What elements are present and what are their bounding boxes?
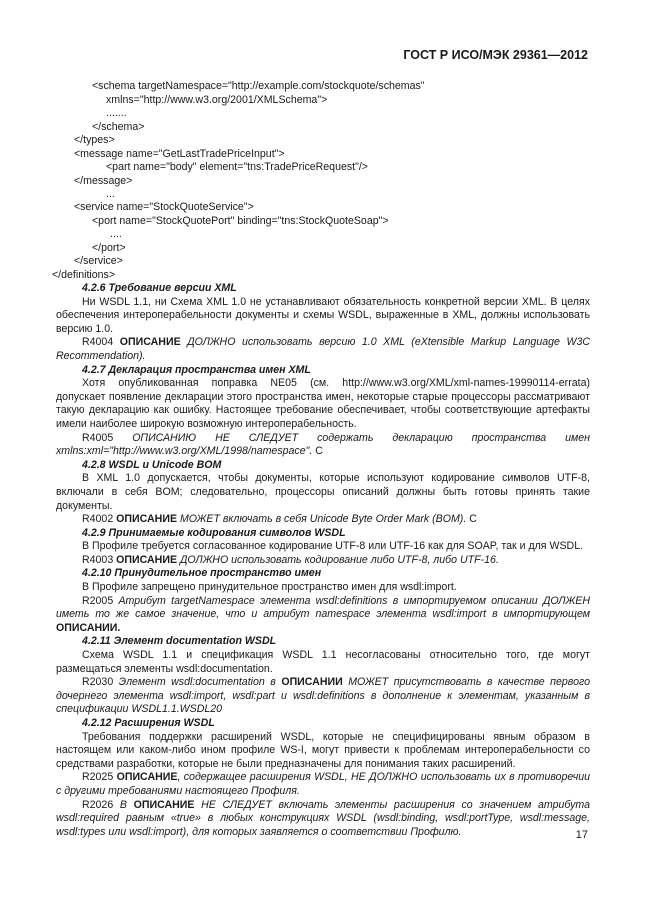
section-heading: 4.2.10 Принудительное пространство имен xyxy=(82,567,322,580)
code-line: <port name="StockQuotePort" binding="tns:StockQuoteSoap"> xyxy=(92,215,389,227)
code-line: .... xyxy=(110,228,122,240)
section-heading: 4.2.6 Требование версии XML xyxy=(82,282,237,294)
paragraph: Ни WSDL 1.1, ни Схема XML 1.0 не устанавливают обязательность конкретной версии XML. В целях обеспечения интероперабельности документы и схемы WSDL, выраженные в XML, должны использовать версию 1.0. xyxy=(56,295,590,335)
section-heading: 4.2.9 Принимаемые кодирования символов WSDL xyxy=(82,526,346,539)
section-heading: 4.2.7 Декларация пространства имен XML xyxy=(82,363,311,376)
requirement-text: ДОЛЖНО использовать кодирование либо UTF-8, либо UTF-16. xyxy=(179,553,499,566)
code-line: xmlns="http://www.w3.org/2001/XMLSchema"> xyxy=(106,94,328,106)
code-line: <service name="StockQuoteService"> xyxy=(74,201,254,213)
requirement-keyword: ОПИСАНИИ. xyxy=(56,621,121,634)
requirement-text: НЕ СЛЕДУЕТ включать элементы расширения со значением атрибута wsdl:required равным «true» в любых конструкциях WSDL (wsdl:binding, wsdl:portType, wsdl:message, wsdl:types или wsdl:import), для которых заявляется о соответствии Профилю. xyxy=(56,798,591,838)
page-number: 17 xyxy=(575,829,588,841)
requirement xyxy=(56,336,590,363)
requirement-text: , содержащее расширения WSDL, НЕ ДОЛЖНО использовать их в противоречии с другими требованиями настоящего Профиля. xyxy=(56,771,590,797)
requirement-class: С xyxy=(315,445,323,458)
requirement-id: R2026 xyxy=(82,798,114,811)
paragraph: В Профиле требуется согласованное кодирование UTF-8 или UTF-16 как для SOAP, так и для WSDL. xyxy=(82,540,584,553)
paragraph: Схема WSDL 1.1 и спецификация WSDL 1.1 несогласованы относительно того, где могут размещаться элементы wsdl:documentation. xyxy=(56,649,590,675)
requirement-text: ДОЛЖНО использовать версию 1.0 XML (eXtensible Markup Language W3C Recommendation). xyxy=(56,336,590,362)
requirement-id: R2005 xyxy=(82,594,114,607)
requirement xyxy=(56,432,590,459)
section-heading: 4.2.8 WSDL и Unicode BOM xyxy=(82,458,222,471)
requirement-class: С xyxy=(469,513,477,526)
code-line: </definitions> xyxy=(52,269,116,281)
code-line: <part name="body" element="tns:TradePriceRequest"/> xyxy=(106,161,368,173)
requirement-keyword: ОПИСАНИЕ xyxy=(133,798,195,811)
requirement xyxy=(56,799,590,840)
code-line: ....... xyxy=(106,107,127,119)
requirement-id: R4003 xyxy=(82,553,114,566)
requirement xyxy=(56,554,590,568)
requirement xyxy=(56,771,590,798)
section-heading: 4.2.12 Расширения WSDL xyxy=(82,717,215,729)
code-line: <message name="GetLastTradePriceInput"> xyxy=(74,148,285,160)
code-line: </types> xyxy=(74,134,115,146)
requirement-keyword: ОПИСАНИИ xyxy=(281,676,343,689)
requirement-text: Атрибут targetNamespace элемента wsdl:definitions в импортируемом описании ДОЛЖЕН иметь то же самое значение, что и атрибут namespace элемента wsdl:import в импортирующем xyxy=(56,594,590,621)
requirement-keyword: ОПИСАНИЕ xyxy=(116,553,178,566)
section-heading: 4.2.11 Элемент documentation WSDL xyxy=(82,635,277,648)
requirement-keyword: ОПИСАНИЕ xyxy=(116,513,178,526)
requirement-keyword: ОПИСАНИЕ xyxy=(116,771,178,784)
requirement-text: В xyxy=(119,798,127,811)
paragraph: Хотя опубликованная поправка NE05 (см. http://www.w3.org/XML/xml-names-19990114-errata) допускает появление декларации этого пространства имен, некоторые старые процессоры рассматривают такую декларацию как ошибку. Настоящее требование обеспечивает, чтобы соответствующие артефакты имели наиболее широкую возможную интероперабельность. xyxy=(56,377,590,430)
code-line: <schema targetNamespace="http://example.com/stockquote/schemas" xyxy=(92,80,425,92)
paragraph: В Профиле запрещено принудительное пространство имен для wsdl:import. xyxy=(82,581,457,594)
requirement-keyword: ОПИСАНИЕ xyxy=(119,336,181,349)
requirement-text: МОЖЕТ присутствовать в качестве первого дочернего элемента wsdl:import, wsdl:part и wsdl:definitions в дополнение к элементам, указанным в спецификации WSDL1.1.WSDL20 xyxy=(56,676,590,716)
requirement-id: R4002 xyxy=(82,513,114,526)
requirement-id: R2030 xyxy=(82,676,114,689)
paragraph: В XML 1.0 допускается, чтобы документы, которые используют кодирование символов UTF-8, включали в себя BOM; следовательно, процессоры описаний должны быть готовы принять такие документы. xyxy=(56,472,590,512)
code-line: </message> xyxy=(74,175,133,187)
requirement-text: МОЖЕТ включать в себя Unicode Byte Order Mark (BOM). xyxy=(179,513,467,526)
requirement xyxy=(56,595,590,636)
paragraph: Требования поддержки расширений WSDL, которые не специфицированы явным образом в настоящем или каком-либо ином профиле WS-I, могут привести к проблемам интероперабельности со средствами разработки, которые не были предназначены для понимания таких расширений. xyxy=(56,730,590,770)
requirement-id: R2025 xyxy=(82,771,114,784)
document-body xyxy=(56,282,590,839)
code-line: </service> xyxy=(74,255,123,267)
requirement-text: Элемент wsdl:documentation в xyxy=(118,676,276,689)
code-line: </schema> xyxy=(92,121,145,133)
requirement xyxy=(56,513,590,527)
standard-designation: ГОСТ Р ИСО/МЭК 29361—2012 xyxy=(403,48,588,62)
requirement-id: R4005 xyxy=(82,431,114,444)
code-line: </port> xyxy=(92,242,126,254)
code-line: ... xyxy=(106,188,115,200)
requirement-id: R4004 xyxy=(82,336,114,349)
requirement xyxy=(56,676,590,717)
requirement-text: ОПИСАНИЮ НЕ СЛЕДУЕТ содержать декларацию пространства имен xmlns:xml="http://www.w3.org/XML/1998/namespace". xyxy=(56,431,590,458)
